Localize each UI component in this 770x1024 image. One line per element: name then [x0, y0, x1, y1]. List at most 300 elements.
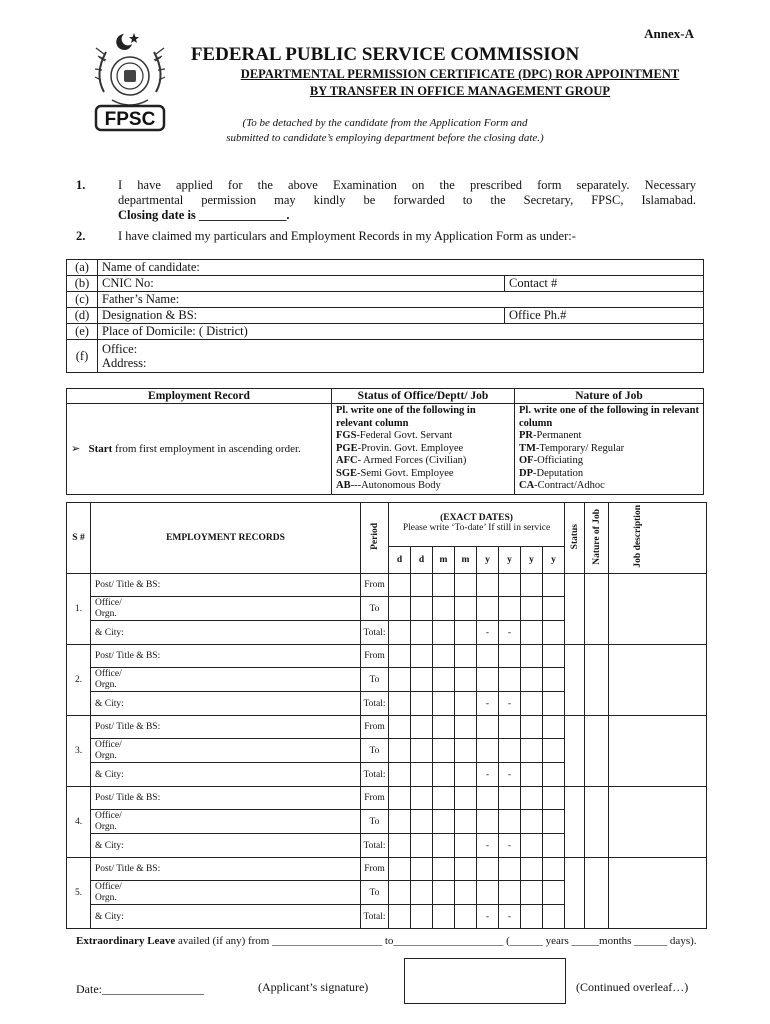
- date-cell[interactable]: [433, 621, 455, 645]
- date-dash[interactable]: -: [477, 621, 499, 645]
- table-row: [67, 716, 707, 739]
- extraordinary-leave-line[interactable]: [76, 935, 697, 947]
- orgn-label: Orgn.: [95, 892, 117, 903]
- date-cell[interactable]: [543, 834, 565, 858]
- status-cell[interactable]: [565, 574, 585, 645]
- post-title-field[interactable]: Post/ Title & BS:: [91, 645, 361, 668]
- date-cell[interactable]: [389, 597, 411, 621]
- date-col-m: m: [433, 547, 455, 574]
- header-status: [565, 503, 585, 574]
- legend-text: -Semi Govt. Employee: [357, 467, 454, 479]
- legend-text: -Contract/Adhoc: [534, 480, 605, 491]
- header-nature: Nature of Job: [515, 389, 704, 404]
- cnic-field[interactable]: CNIC No:: [98, 276, 505, 292]
- date-cell[interactable]: [389, 881, 411, 905]
- date-cell[interactable]: [389, 834, 411, 858]
- date-col-d: d: [389, 547, 411, 574]
- date-cell[interactable]: [411, 810, 433, 834]
- nature-intro: Pl. write one of the following in relevant column: [519, 405, 699, 429]
- note-line-2: submitted to candidate’s employing department before the closing date.): [226, 132, 544, 144]
- date-cell[interactable]: [543, 858, 565, 881]
- date-cell[interactable]: [411, 574, 433, 597]
- date-cell[interactable]: [411, 787, 433, 810]
- date-cell[interactable]: [411, 763, 433, 787]
- legend-item: [336, 480, 510, 493]
- date-cell[interactable]: [389, 574, 411, 597]
- date-cell[interactable]: [521, 763, 543, 787]
- date-col-m: m: [455, 547, 477, 574]
- date-cell[interactable]: [455, 739, 477, 763]
- table-header-row: [67, 503, 707, 547]
- date-col-y: y: [521, 547, 543, 574]
- designation-field[interactable]: Designation & BS:: [98, 308, 505, 324]
- nature-cell[interactable]: [585, 574, 609, 645]
- city-field[interactable]: & City:: [91, 905, 361, 929]
- candidate-name-field[interactable]: Name of candidate:: [98, 260, 704, 276]
- date-cell[interactable]: [389, 739, 411, 763]
- date-cell[interactable]: [543, 574, 565, 597]
- office-label: Office/: [95, 739, 122, 750]
- date-cell[interactable]: [499, 739, 521, 763]
- date-cell[interactable]: [455, 574, 477, 597]
- date-cell[interactable]: [455, 716, 477, 739]
- date-cell[interactable]: [389, 645, 411, 668]
- table-row: [67, 340, 704, 373]
- date-cell[interactable]: [455, 621, 477, 645]
- date-cell[interactable]: [521, 739, 543, 763]
- date-cell[interactable]: [411, 905, 433, 929]
- nature-cell[interactable]: [585, 716, 609, 787]
- legend-code: AB: [336, 480, 351, 491]
- from-label: From: [361, 787, 389, 810]
- post-title-field[interactable]: Post/ Title & BS:: [91, 787, 361, 810]
- legend-code: AFC: [336, 455, 358, 466]
- table-header-row: [67, 389, 704, 404]
- date-cell[interactable]: [433, 881, 455, 905]
- legend-item: [519, 468, 699, 481]
- row-label: (b): [67, 276, 98, 292]
- status-nature-table: [66, 388, 704, 495]
- date-dash[interactable]: -: [499, 692, 521, 716]
- from-label: From: [361, 574, 389, 597]
- date-cell[interactable]: [433, 716, 455, 739]
- exact-dates-note: Please write ‘To-date’ If still in service: [402, 523, 551, 533]
- nature-label: Nature of Job: [591, 508, 602, 565]
- status-intro: Pl. write one of the following in relevant column: [336, 405, 476, 429]
- legend-text: - Armed Forces (Civilian): [357, 455, 467, 466]
- row-number: 1.: [67, 574, 91, 645]
- office-label: Office/: [95, 881, 122, 892]
- legend-text: -Provin. Govt. Employee: [357, 442, 464, 454]
- date-col-y: y: [477, 547, 499, 574]
- logo-text: FPSC: [104, 109, 156, 130]
- office-label: Office/: [95, 668, 122, 679]
- legend-item: [336, 468, 510, 481]
- start-bold: Start: [88, 442, 113, 455]
- leave-bold: Extraordinary Leave: [76, 935, 176, 947]
- date-dash[interactable]: -: [499, 834, 521, 858]
- row-number: 2.: [67, 645, 91, 716]
- nature-cell[interactable]: [585, 645, 609, 716]
- date-cell[interactable]: [411, 716, 433, 739]
- header-nature: [585, 503, 609, 574]
- job-description-label: Job description: [633, 505, 644, 568]
- header-period: [361, 503, 389, 574]
- date-cell[interactable]: [433, 834, 455, 858]
- date-cell[interactable]: [389, 763, 411, 787]
- legend-code: CA: [519, 480, 535, 491]
- signature-label: (Applicant’s signature): [258, 980, 369, 994]
- date-cell[interactable]: [455, 834, 477, 858]
- date-cell[interactable]: [455, 692, 477, 716]
- row-number: 5.: [67, 858, 91, 929]
- table-row: [67, 787, 707, 810]
- job-description-cell[interactable]: [609, 645, 707, 716]
- contact-field[interactable]: Contact #: [505, 276, 704, 292]
- date-dash[interactable]: -: [477, 834, 499, 858]
- date-cell[interactable]: [543, 621, 565, 645]
- employment-records-table: [66, 502, 707, 929]
- date-cell[interactable]: [543, 668, 565, 692]
- legend-item: [519, 430, 699, 443]
- emblem-center-icon: [124, 70, 136, 82]
- post-title-field[interactable]: Post/ Title & BS:: [91, 716, 361, 739]
- nature-cell[interactable]: [585, 787, 609, 858]
- legend-item: [336, 443, 510, 456]
- date-cell[interactable]: [543, 881, 565, 905]
- date-cell[interactable]: [433, 597, 455, 621]
- office-orgn-field[interactable]: [91, 810, 361, 834]
- legend-code: PGE: [336, 442, 358, 454]
- legend-text: -Deputation: [533, 467, 584, 479]
- date-cell[interactable]: [455, 881, 477, 905]
- legend-item: [519, 455, 699, 468]
- table-row: [67, 276, 704, 292]
- father-name-field[interactable]: Father’s Name:: [98, 292, 704, 308]
- date-dash[interactable]: -: [477, 905, 499, 929]
- status-cell[interactable]: [565, 645, 585, 716]
- to-label: To: [361, 881, 389, 905]
- city-field[interactable]: & City:: [91, 621, 361, 645]
- paragraph-2-number: 2.: [76, 229, 86, 243]
- date-cell[interactable]: [477, 881, 499, 905]
- orgn-label: Orgn.: [95, 821, 117, 832]
- city-field[interactable]: & City:: [91, 763, 361, 787]
- annex-label: Annex-A: [644, 26, 694, 41]
- page-title: FEDERAL PUBLIC SERVICE COMMISSION: [190, 44, 580, 65]
- job-description-cell[interactable]: [609, 787, 707, 858]
- date-cell[interactable]: [433, 810, 455, 834]
- legend-text: -Officiating: [533, 455, 583, 466]
- address-label: Address:: [102, 356, 147, 370]
- date-cell[interactable]: [433, 645, 455, 668]
- to-label: To: [361, 739, 389, 763]
- date-cell[interactable]: [411, 668, 433, 692]
- post-title-field[interactable]: Post/ Title & BS:: [91, 574, 361, 597]
- date-cell[interactable]: [499, 716, 521, 739]
- legend-item: [519, 443, 699, 456]
- date-cell[interactable]: [521, 905, 543, 929]
- office-orgn-field[interactable]: [91, 597, 361, 621]
- office-phone-field[interactable]: Office Ph.#: [505, 308, 704, 324]
- date-cell[interactable]: [455, 597, 477, 621]
- date-cell[interactable]: [499, 597, 521, 621]
- paragraph-1: [118, 178, 696, 223]
- total-label: Total:: [361, 692, 389, 716]
- date-cell[interactable]: [499, 858, 521, 881]
- table-row: [67, 292, 704, 308]
- row-label: (c): [67, 292, 98, 308]
- date-cell[interactable]: [433, 574, 455, 597]
- exact-dates-label: (EXACT DATES): [440, 513, 513, 523]
- total-label: Total:: [361, 834, 389, 858]
- date-cell[interactable]: [411, 692, 433, 716]
- date-cell[interactable]: [389, 621, 411, 645]
- instruction-note: [150, 116, 620, 146]
- orgn-label: Orgn.: [95, 608, 117, 619]
- date-col-y: y: [543, 547, 565, 574]
- date-cell[interactable]: [477, 574, 499, 597]
- candidate-particulars-table: [66, 259, 704, 373]
- date-cell[interactable]: [411, 834, 433, 858]
- date-cell[interactable]: [521, 787, 543, 810]
- from-label: From: [361, 858, 389, 881]
- date-cell[interactable]: [543, 739, 565, 763]
- paragraph-1-line-1: I have applied for the above Examination on the prescribed form separately. Necessary: [118, 178, 696, 192]
- date-dash[interactable]: -: [499, 763, 521, 787]
- page-subtitle: [150, 66, 770, 100]
- date-cell[interactable]: [411, 597, 433, 621]
- arrow-bullet-icon: ➢: [71, 442, 81, 455]
- date-dash[interactable]: -: [477, 763, 499, 787]
- date-cell[interactable]: [477, 668, 499, 692]
- subtitle-line-1: DEPARTMENTAL PERMISSION CERTIFICATE (DPC) ROR APPOINTMENT: [240, 67, 680, 81]
- office-orgn-field[interactable]: [91, 668, 361, 692]
- office-label: Office/: [95, 597, 122, 608]
- header-job-description: [609, 503, 707, 574]
- table-row: [67, 858, 707, 881]
- domicile-field[interactable]: Place of Domicile: ( District): [98, 324, 704, 340]
- date-cell[interactable]: [477, 787, 499, 810]
- legend-code: FGS: [336, 430, 357, 441]
- table-row: [67, 260, 704, 276]
- header-records: EMPLOYMENT RECORDS: [91, 503, 361, 574]
- date-cell[interactable]: [521, 645, 543, 668]
- job-description-cell[interactable]: [609, 574, 707, 645]
- continued-overleaf: (Continued overleaf…): [576, 980, 689, 994]
- date-dash[interactable]: -: [499, 621, 521, 645]
- nature-list: [519, 430, 699, 493]
- nature-cell[interactable]: [585, 858, 609, 929]
- date-cell[interactable]: [433, 739, 455, 763]
- row-number: 4.: [67, 787, 91, 858]
- status-cell[interactable]: [565, 716, 585, 787]
- date-dash[interactable]: -: [477, 692, 499, 716]
- date-cell[interactable]: [543, 597, 565, 621]
- paragraph-1-number: 1.: [76, 178, 86, 192]
- legend-code: TM: [519, 442, 536, 454]
- total-label: Total:: [361, 905, 389, 929]
- date-cell[interactable]: [389, 668, 411, 692]
- date-cell[interactable]: [521, 810, 543, 834]
- date-cell[interactable]: [521, 834, 543, 858]
- header-sno: S #: [67, 503, 91, 574]
- date-cell[interactable]: [477, 597, 499, 621]
- date-cell[interactable]: [455, 905, 477, 929]
- date-cell[interactable]: [477, 716, 499, 739]
- legend-item: [336, 455, 510, 468]
- legend-text: -Temporary/ Regular: [535, 442, 625, 454]
- status-label: Status: [569, 523, 580, 550]
- date-cell[interactable]: [499, 668, 521, 692]
- legend-code: DP: [519, 467, 533, 479]
- date-cell[interactable]: [543, 692, 565, 716]
- header-employment-record: Employment Record: [67, 389, 332, 404]
- job-description-cell[interactable]: [609, 716, 707, 787]
- date-cell[interactable]: [433, 668, 455, 692]
- from-label: From: [361, 716, 389, 739]
- start-instruction: [67, 404, 332, 495]
- table-row: [67, 404, 704, 495]
- date-cell[interactable]: [411, 739, 433, 763]
- table-row: [67, 324, 704, 340]
- date-field[interactable]: Date:_________________: [76, 982, 204, 996]
- status-cell[interactable]: [565, 858, 585, 929]
- post-title-field[interactable]: Post/ Title & BS:: [91, 858, 361, 881]
- date-cell[interactable]: [455, 645, 477, 668]
- date-cell[interactable]: [499, 787, 521, 810]
- legend-code: PR: [519, 430, 533, 441]
- date-cell[interactable]: [521, 716, 543, 739]
- legend-code: SGE: [336, 467, 358, 479]
- date-cell[interactable]: [411, 881, 433, 905]
- date-cell[interactable]: [389, 905, 411, 929]
- date-cell[interactable]: [477, 858, 499, 881]
- date-cell[interactable]: [521, 621, 543, 645]
- date-cell[interactable]: [411, 858, 433, 881]
- date-cell[interactable]: [543, 763, 565, 787]
- city-field[interactable]: & City:: [91, 834, 361, 858]
- date-cell[interactable]: [433, 692, 455, 716]
- leave-rest: availed (if any) from ____________________ to____________________ (______ years _____months ______ days).: [175, 935, 697, 947]
- date-cell[interactable]: [477, 810, 499, 834]
- date-cell[interactable]: [455, 810, 477, 834]
- date-cell[interactable]: [411, 645, 433, 668]
- paragraph-1-line-2: departmental permission may kindly be forwarded to the Secretary, FPSC, Islamabad.: [118, 193, 696, 207]
- note-line-1: (To be detached by the candidate from the Application Form and: [242, 117, 528, 129]
- date-cell[interactable]: [477, 739, 499, 763]
- date-cell[interactable]: [521, 597, 543, 621]
- date-cell[interactable]: [543, 810, 565, 834]
- office-orgn-field[interactable]: [91, 881, 361, 905]
- date-cell[interactable]: [543, 716, 565, 739]
- date-col-y: y: [499, 547, 521, 574]
- date-cell[interactable]: [521, 574, 543, 597]
- table-row: [67, 308, 704, 324]
- paragraph-2: I have claimed my particulars and Employment Records in my Application Form as under:-: [118, 229, 576, 243]
- table-row: [67, 645, 707, 668]
- date-cell[interactable]: [411, 621, 433, 645]
- legend-text: -Federal Govt. Servant: [356, 430, 453, 441]
- date-cell[interactable]: [455, 787, 477, 810]
- date-cell[interactable]: [389, 716, 411, 739]
- row-label: (a): [67, 260, 98, 276]
- legend-item: [336, 430, 510, 443]
- subtitle-line-2: BY TRANSFER IN OFFICE MANAGEMENT GROUP: [309, 84, 611, 98]
- date-cell[interactable]: [521, 668, 543, 692]
- date-cell[interactable]: [389, 810, 411, 834]
- date-cell[interactable]: [455, 763, 477, 787]
- date-cell[interactable]: [543, 905, 565, 929]
- date-cell[interactable]: [521, 881, 543, 905]
- city-field[interactable]: & City:: [91, 692, 361, 716]
- closing-date-field[interactable]: Closing date is ______________.: [118, 208, 290, 222]
- table-row: [67, 574, 707, 597]
- date-cell[interactable]: [521, 858, 543, 881]
- to-label: To: [361, 810, 389, 834]
- nature-legend: [515, 404, 704, 495]
- period-label: Period: [369, 523, 380, 550]
- date-cell[interactable]: [389, 787, 411, 810]
- total-label: Total:: [361, 621, 389, 645]
- row-label: (e): [67, 324, 98, 340]
- legend-text: ---Autonomous Body: [350, 480, 441, 491]
- header-status: Status of Office/Deptt/ Job: [332, 389, 515, 404]
- office-address-field[interactable]: [98, 340, 704, 373]
- start-rest: from first employment in ascending order.: [112, 442, 301, 455]
- date-cell[interactable]: [543, 645, 565, 668]
- office-label: Office/: [95, 810, 122, 821]
- office-orgn-field[interactable]: [91, 739, 361, 763]
- office-label: Office:: [102, 342, 138, 356]
- legend-item: [519, 480, 699, 493]
- status-list: [336, 430, 510, 493]
- status-legend: [332, 404, 515, 495]
- date-col-d: d: [411, 547, 433, 574]
- date-cell[interactable]: [477, 645, 499, 668]
- date-cell[interactable]: [455, 668, 477, 692]
- date-dash[interactable]: -: [499, 905, 521, 929]
- date-cell[interactable]: [543, 787, 565, 810]
- from-label: From: [361, 645, 389, 668]
- total-label: Total:: [361, 763, 389, 787]
- date-cell[interactable]: [455, 858, 477, 881]
- row-number: 3.: [67, 716, 91, 787]
- date-cell[interactable]: [499, 810, 521, 834]
- date-cell[interactable]: [433, 787, 455, 810]
- stamp-box[interactable]: [404, 958, 566, 1004]
- status-cell[interactable]: [565, 787, 585, 858]
- to-label: To: [361, 668, 389, 692]
- job-description-cell[interactable]: [609, 858, 707, 929]
- date-cell[interactable]: [521, 692, 543, 716]
- date-cell[interactable]: [433, 905, 455, 929]
- date-cell[interactable]: [389, 692, 411, 716]
- legend-code: OF: [519, 455, 534, 466]
- date-cell[interactable]: [433, 858, 455, 881]
- date-cell[interactable]: [389, 858, 411, 881]
- date-cell[interactable]: [499, 881, 521, 905]
- date-cell[interactable]: [499, 645, 521, 668]
- orgn-label: Orgn.: [95, 750, 117, 761]
- date-cell[interactable]: [433, 763, 455, 787]
- date-cell[interactable]: [499, 574, 521, 597]
- to-label: To: [361, 597, 389, 621]
- orgn-label: Orgn.: [95, 679, 117, 690]
- row-label: (d): [67, 308, 98, 324]
- legend-text: -Permanent: [533, 430, 582, 441]
- header-exact-dates: [389, 503, 565, 547]
